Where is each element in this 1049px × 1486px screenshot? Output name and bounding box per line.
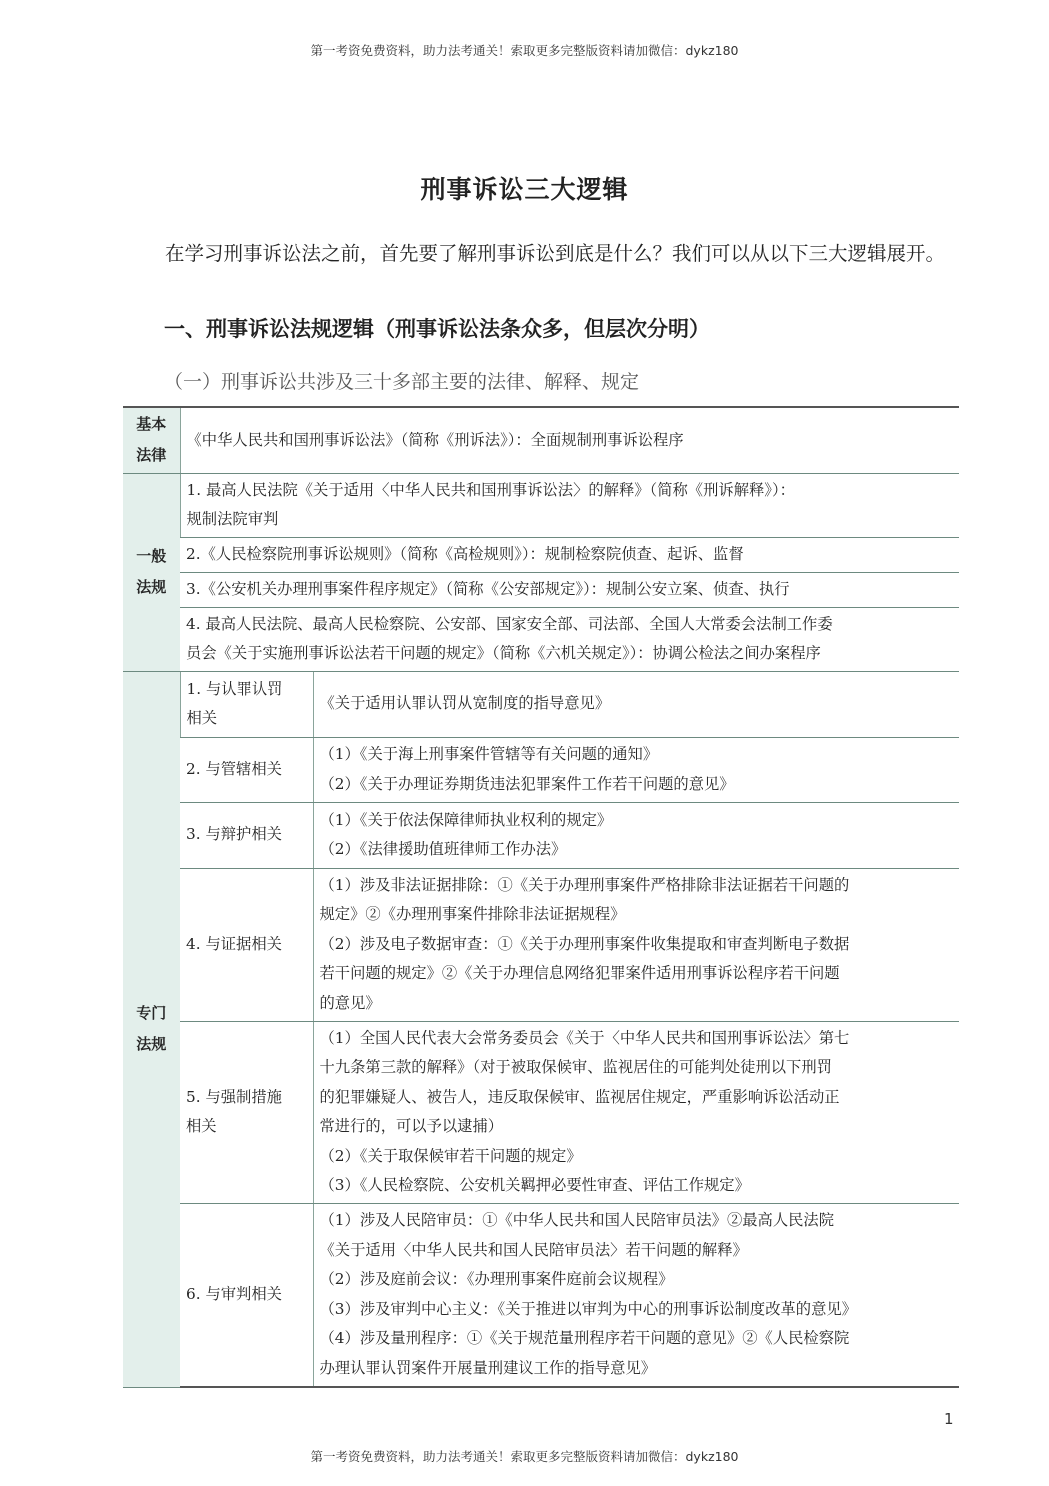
special-group-content: （1）全国人民代表大会常务委员会《关于〈中华人民共和国刑事诉讼法〉第七 十九条第三款的解释》（对于被取保候审、监视居住的可能判处徒刑以下刑罚 的犯罪嫌疑人、被告人，违反取保候审、监视居住规定，严重影响诉讼活动正 常进行的，可以予以逮捕） （2）《关于取保候审若干问题的规定》 （3）《人民检察院、公安机关羁押必要性审查、评估工作规定》	[313, 1021, 959, 1203]
special-group-name: 1. 与认罪认罚 相关	[180, 671, 313, 737]
special-group-content: （1）《关于海上刑事案件管辖等有关问题的通知》 （2）《关于办理证券期货违法犯罪案件工作若干问题的意见》	[313, 737, 959, 802]
special-group-name: 5. 与强制措施 相关	[180, 1021, 313, 1203]
general-item-1: 1. 最高人民法院《关于适用〈中华人民共和国刑事诉讼法〉的解释》（简称《刑诉解释》）： 规制法院审判	[180, 473, 959, 537]
table-row-general-4	[123, 607, 959, 671]
laws-table	[123, 406, 959, 1388]
table-row-special-4	[123, 868, 959, 1021]
general-item-2: 2.《人民检察院刑事诉讼规则》（简称《高检规则》）：规制检察院侦查、起诉、监督	[180, 537, 959, 572]
general-item-3: 3.《公安机关办理刑事案件程序规定》（简称《公安部规定》）：规制公安立案、侦查、执行	[180, 572, 959, 607]
table-row-general-3	[123, 572, 959, 607]
special-group-name: 4. 与证据相关	[180, 868, 313, 1021]
general-item-4: 4. 最高人民法院、最高人民检察院、公安部、国家安全部、司法部、全国人大常委会法制工作委 员会《关于实施刑事诉讼法若干问题的规定》（简称《六机关规定》）：协调公检法之间办案程序	[180, 607, 959, 671]
page-number: 1	[944, 1410, 954, 1428]
basic-law-text: 《中华人民共和国刑事诉讼法》（简称《刑诉法》）：全面规制刑事诉讼程序	[180, 407, 959, 473]
category-basic-law: 基本 法律	[123, 407, 180, 473]
special-group-content: （1）涉及人民陪审员：①《中华人民共和国人民陪审员法》②最高人民法院 《关于适用〈中华人民共和国人民陪审员法〉若干问题的解释》 （2）涉及庭前会议：《办理刑事案件庭前会议规程》 （3）涉及审判中心主义：《关于推进以审判为中心的刑事诉讼制度改革的意见》 （4）涉及量刑程序：①《关于规范量刑程序若干问题的意见》②《人民检察院 办理认罪认罚案件开展量刑建议工作的指导意见》	[313, 1203, 959, 1387]
table-row-special-6	[123, 1203, 959, 1387]
table-row-special-2	[123, 737, 959, 802]
watermark-bottom: 第一考资免费资料，助力法考通关！索取更多完整版资料请加微信：dykz180	[310, 1449, 739, 1464]
special-group-content: 《关于适用认罪认罚从宽制度的指导意见》	[313, 671, 959, 737]
section-subheading: （一）刑事诉讼共涉及三十多部主要的法律、解释、规定	[164, 371, 640, 393]
watermark-top: 第一考资免费资料，助力法考通关！索取更多完整版资料请加微信：dykz180	[310, 43, 739, 58]
table-row-special-1	[123, 671, 959, 737]
table-row-basic	[123, 407, 959, 473]
special-group-name: 3. 与辩护相关	[180, 802, 313, 868]
table-row-general-1	[123, 473, 959, 537]
special-group-name: 6. 与审判相关	[180, 1203, 313, 1387]
special-group-name: 2. 与管辖相关	[180, 737, 313, 802]
table-row-special-5	[123, 1021, 959, 1203]
special-group-content: （1）《关于依法保障律师执业权利的规定》 （2）《法律援助值班律师工作办法》	[313, 802, 959, 868]
intro-paragraph: 在学习刑事诉讼法之前，首先要了解刑事诉讼到底是什么？我们可以从以下三大逻辑展开。	[165, 242, 946, 265]
special-group-content: （1）涉及非法证据排除：①《关于办理刑事案件严格排除非法证据若干问题的 规定》②《办理刑事案件排除非法证据规程》 （2）涉及电子数据审查：①《关于办理刑事案件收集提取和审查判断电子数据 若干问题的规定》②《关于办理信息网络犯罪案件适用刑事诉讼程序若干问题 的意见》	[313, 868, 959, 1021]
page-title: 刑事诉讼三大逻辑	[420, 175, 629, 204]
table-row-special-3	[123, 802, 959, 868]
section-heading: 一、刑事诉讼法规逻辑（刑事诉讼法条众多，但层次分明）	[164, 317, 710, 341]
table-row-general-2	[123, 537, 959, 572]
category-general-regulations: 一般 法规	[123, 473, 180, 671]
category-special-regulations: 专门 法规	[123, 671, 180, 1387]
